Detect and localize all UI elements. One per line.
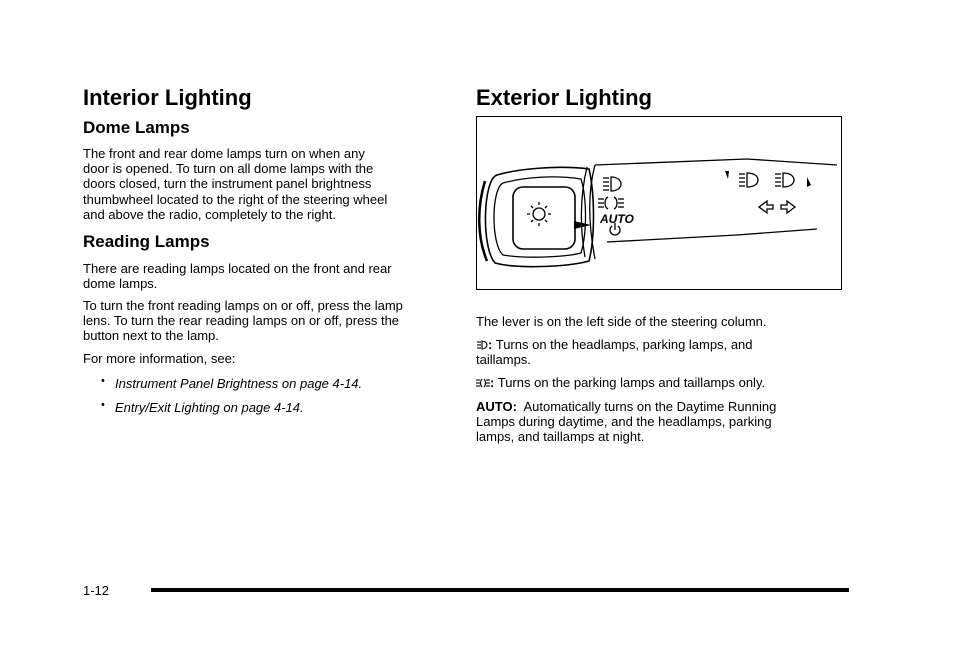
headlamp-icon: [476, 339, 488, 351]
section-title-exterior: Exterior Lighting: [476, 85, 652, 110]
auto-description: AUTO: Automatically turns on the Daytime Running Lamps during daytime, and the headlamps, parking lamps, and taillamps at night.: [476, 399, 777, 445]
parking-description: : Turns on the parking lamps and taillamps only.: [476, 375, 765, 390]
parking-lamp-icon: [476, 377, 490, 389]
turn-signal-icon: [759, 201, 795, 213]
auto-label: AUTO: [600, 212, 634, 226]
section-title-interior: Interior Lighting: [83, 85, 252, 110]
reading-paragraph-1: There are reading lamps located on the front and rear dome lamps.: [83, 261, 392, 292]
lever-drawing: [477, 117, 840, 288]
reading-paragraph-3: For more information, see:: [83, 351, 236, 366]
parking-lamp-icon: [598, 197, 624, 209]
light-sun-icon: [527, 202, 551, 226]
headlamps-description: : Turns on the headlamps, parking lamps, and taillamps.: [476, 337, 753, 368]
high-beam-icon: [739, 173, 794, 187]
pointer-icon: [574, 221, 591, 229]
xref-entry-exit[interactable]: • Entry/Exit Lighting on page 4-14.: [115, 400, 304, 415]
page-number: 1-12: [83, 583, 110, 598]
footer-rule: [151, 588, 849, 592]
heading-dome-lamps: Dome Lamps: [83, 118, 190, 137]
headlamp-icon: [603, 177, 621, 191]
heading-reading-lamps: Reading Lamps: [83, 232, 210, 251]
lever-intro: The lever is on the left side of the steering column.: [476, 314, 767, 329]
reading-paragraph-2: To turn the front reading lamps on or off, press the lamp lens. To turn the rear reading lamps on or off, press the button next to the lamp.: [83, 298, 403, 344]
lever-illustration: [476, 116, 842, 290]
dome-paragraph: The front and rear dome lamps turn on when any door is opened. To turn on all dome lamps with the doors closed, turn the instrument panel brightness thumbwheel located to the right of the steering wheel and above the radio, completely to the right.: [83, 146, 388, 222]
xref-instrument-panel[interactable]: • Instrument Panel Brightness on page 4-14.: [115, 376, 362, 391]
